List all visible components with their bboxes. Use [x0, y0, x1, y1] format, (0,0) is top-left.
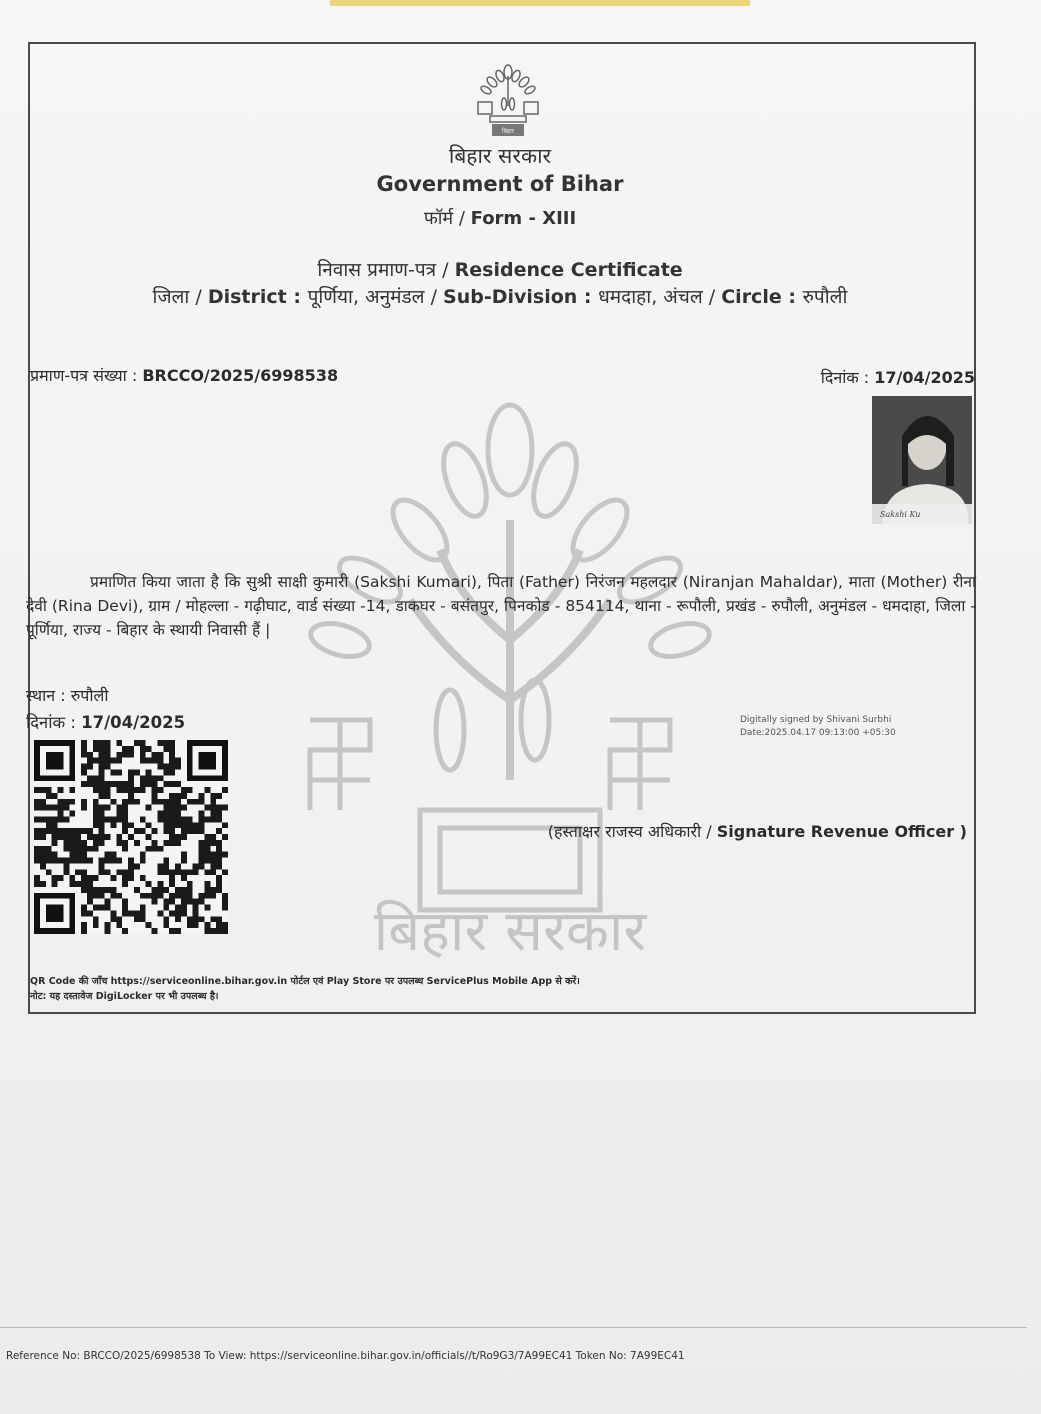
form-number: [28, 206, 972, 230]
footer-date: [26, 710, 185, 733]
place-label: स्थान :: [26, 686, 71, 705]
form-label-english: Form - XIII: [470, 208, 577, 229]
certificate-title: [28, 256, 972, 282]
certificate-number: [30, 364, 338, 386]
paper-edge-strip: [330, 0, 750, 6]
circle-value: रुपौली: [802, 286, 848, 308]
applicant-photo: [872, 396, 972, 524]
certificate-number-label: प्रमाण-पत्र संख्या :: [30, 366, 143, 385]
jurisdiction-line: [28, 283, 972, 309]
digilocker-note: नोट: यह दस्तावेज DigiLocker पर भी उपलब्ध है।: [30, 991, 219, 1002]
gov-title-hindi: बिहार सरकार: [448, 144, 552, 168]
issue-date-value: 17/04/2025: [874, 368, 975, 387]
gov-title-english: Government of Bihar: [376, 172, 624, 196]
signature-label-english: Signature Revenue Officer ): [716, 822, 967, 841]
qr-code-icon[interactable]: [34, 740, 228, 934]
certificate-title-english: Residence Certificate: [454, 259, 683, 281]
photo-signature: Sakshi Ku: [880, 510, 921, 519]
digital-signature: [740, 714, 896, 740]
emblem-label: बिहार: [501, 128, 515, 135]
district-label-hindi: जिला /: [152, 286, 208, 308]
form-label-hindi: फॉर्म /: [423, 208, 471, 229]
issue-date-label: दिनांक :: [820, 368, 875, 387]
person-photo-icon: [872, 396, 972, 524]
certificate-body-text: प्रमाणित किया जाता है कि सुश्री साक्षी कुमारी (Sakshi Kumari), पिता (Father) निरंजन महलदार (Niranjan Mahaldar), माता (Mother) रीना देवी (Rina Devi), ग्राम / मोहल्ला - गढ़ीघाट, वार्ड संख्या -14, डाकघर - बसंतपुर, पिनकोड - 854114, थाना - रूपौली, प्रखंड - रुपौली, अनुमंडल - धमदाहा, जिला - पूर्णिया, राज्य - बिहार के स्थायी निवासी हैं |: [26, 573, 976, 639]
digital-signature-signer: Digitally signed by Shivani Surbhi: [740, 715, 892, 725]
footer-divider: [0, 1327, 1027, 1328]
certificate-title-hindi: निवास प्रमाण-पत्र /: [317, 259, 455, 281]
subdivision-label-hindi: अनुमंडल /: [365, 286, 444, 308]
place: [26, 684, 109, 706]
issue-date: [821, 366, 975, 388]
subdivision-label: Sub-Division :: [443, 286, 599, 308]
circle-label: Circle :: [721, 286, 803, 308]
district-label: District :: [207, 286, 308, 308]
footer-date-label: दिनांक :: [26, 713, 82, 732]
bihar-emblem-icon: [468, 58, 548, 140]
certificate-number-value: BRCCO/2025/6998538: [142, 366, 339, 385]
qr-note: [30, 974, 580, 1004]
footer-date-value: 17/04/2025: [81, 713, 186, 732]
district-value: पूर्णिया,: [307, 286, 366, 308]
watermark-text: बिहार सरकार: [373, 899, 647, 960]
emblem-watermark-icon: [300, 400, 720, 960]
place-value: रुपौली: [70, 686, 109, 705]
circle-label-hindi: अंचल /: [663, 286, 722, 308]
digital-signature-date: Date:2025.04.17 09:13:00 +05:30: [740, 728, 896, 738]
signature-officer: [548, 820, 967, 842]
subdivision-value: धमदाहा,: [598, 286, 664, 308]
qr-verification-note: QR Code की जाँच https://serviceonline.bihar.gov.in पोर्टल एवं Play Store पर उपलब्ध ServicePlus Mobile App से करें।: [30, 976, 580, 987]
signature-label-hindi: (हस्ताक्षर राजस्व अधिकारी /: [547, 822, 717, 841]
reference-line: Reference No: BRCCO/2025/6998538 To View: https://serviceonline.bihar.gov.in/officials//t/Ro9G3/7A99EC41 Token No: 7A99EC41: [6, 1350, 685, 1362]
